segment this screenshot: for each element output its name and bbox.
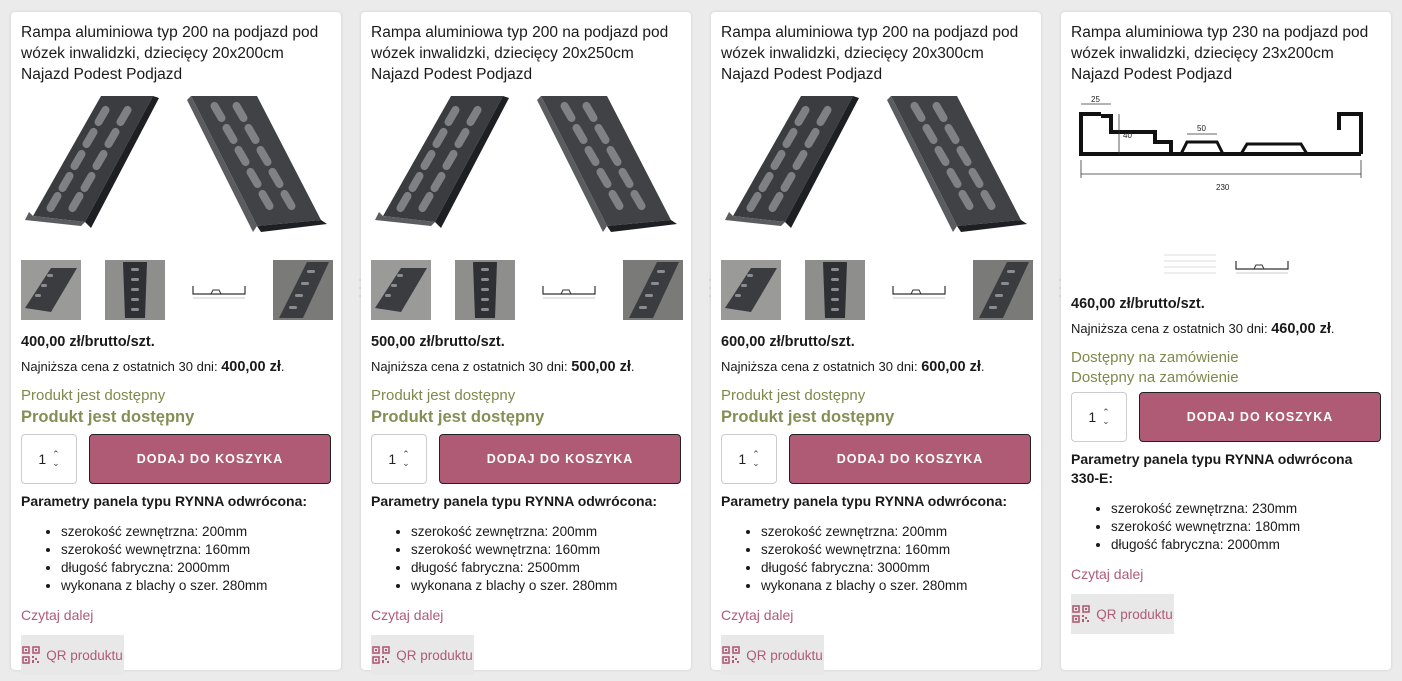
params-item: • długość fabryczna: 2000mm bbox=[61, 559, 331, 577]
params-item: • szerokość zewnętrzna: 200mm bbox=[61, 523, 331, 541]
add-to-cart-button[interactable]: DODAJ DO KOSZYKA bbox=[1139, 392, 1381, 442]
params-item: • długość fabryczna: 2500mm bbox=[411, 559, 681, 577]
thumbnail-strip bbox=[371, 258, 681, 322]
qr-label: QR produktu bbox=[396, 647, 473, 663]
thumbnail[interactable] bbox=[455, 260, 515, 320]
lowest-price-label: Najniższa cena z ostatnich 30 dni: bbox=[1071, 321, 1268, 336]
params-item: • wykonana z blachy o szer. 280mm bbox=[761, 577, 1031, 595]
lowest-price bbox=[721, 358, 1031, 376]
diagram-label: 40 bbox=[1123, 131, 1132, 140]
thumbnail[interactable] bbox=[371, 260, 431, 320]
thumbnail[interactable] bbox=[623, 260, 683, 320]
stepper-arrows-icon[interactable]: ⌃ ⌄ bbox=[52, 449, 60, 468]
product-card bbox=[711, 12, 1041, 670]
qr-icon bbox=[1072, 605, 1090, 623]
thumbnail[interactable] bbox=[805, 260, 865, 320]
product-title[interactable]: Rampa aluminiowa typ 200 na podjazd pod wózek inwalidzki, dziecięcy 20x200cm Najazd Podest Podjazd bbox=[21, 24, 319, 83]
quantity-stepper[interactable] bbox=[371, 434, 427, 484]
product-card bbox=[1061, 12, 1391, 670]
quantity-value: 1 bbox=[38, 451, 47, 467]
thumbnail-strip bbox=[21, 258, 331, 322]
params-item: • wykonana z blachy o szer. 280mm bbox=[61, 577, 331, 595]
price: 400,00 zł/brutto/szt. bbox=[21, 334, 155, 350]
params-title: Parametry panela typu RYNNA odwrócona: bbox=[721, 493, 1008, 509]
quantity-stepper[interactable] bbox=[21, 434, 77, 484]
qr-label: QR produktu bbox=[746, 647, 823, 663]
lowest-price-label: Najniższa cena z ostatnich 30 dni: bbox=[371, 359, 568, 374]
qr-product-button[interactable] bbox=[1071, 594, 1174, 634]
quantity-stepper[interactable] bbox=[721, 434, 777, 484]
quantity-value: 1 bbox=[388, 451, 397, 467]
lowest-price-value: 600,00 zł bbox=[921, 359, 981, 375]
product-title[interactable]: Rampa aluminiowa typ 200 na podjazd pod wózek inwalidzki, dziecięcy 20x300cm Najazd Podest Podjazd bbox=[721, 24, 1019, 83]
lowest-price-suffix: . bbox=[1330, 321, 1335, 336]
params-list bbox=[721, 523, 1031, 595]
stepper-arrows-icon[interactable]: ⌃ ⌄ bbox=[752, 449, 760, 468]
read-more-link[interactable]: Czytaj dalej bbox=[21, 607, 94, 623]
params-item: • szerokość zewnętrzna: 200mm bbox=[411, 523, 681, 541]
params-list bbox=[1071, 500, 1381, 554]
qr-label: QR produktu bbox=[46, 647, 123, 663]
product-title[interactable]: Rampa aluminiowa typ 200 na podjazd pod wózek inwalidzki, dziecięcy 20x250cm Najazd Podest Podjazd bbox=[371, 24, 669, 83]
params-item: • szerokość zewnętrzna: 200mm bbox=[761, 523, 1031, 541]
add-to-cart-button[interactable]: DODAJ DO KOSZYKA bbox=[89, 434, 331, 484]
read-more-link[interactable]: Czytaj dalej bbox=[371, 607, 444, 623]
lowest-price bbox=[1071, 320, 1381, 338]
availability: Produkt jest dostępny bbox=[21, 387, 166, 404]
stepper-arrows-icon[interactable]: ⌃ ⌄ bbox=[1102, 407, 1110, 426]
product-image[interactable] bbox=[1071, 94, 1381, 244]
product-image[interactable] bbox=[371, 94, 681, 250]
quantity-stepper[interactable] bbox=[1071, 392, 1127, 442]
buy-row bbox=[1071, 392, 1381, 442]
add-to-cart-button[interactable]: DODAJ DO KOSZYKA bbox=[439, 434, 681, 484]
price: 600,00 zł/brutto/szt. bbox=[721, 334, 855, 350]
price: 460,00 zł/brutto/szt. bbox=[1071, 296, 1205, 312]
thumbnail[interactable] bbox=[189, 260, 249, 320]
diagram-label: 50 bbox=[1197, 124, 1206, 133]
product-image[interactable] bbox=[721, 94, 1031, 250]
read-more-link[interactable]: Czytaj dalej bbox=[1071, 566, 1144, 582]
qr-product-button[interactable] bbox=[721, 635, 824, 675]
buy-row bbox=[721, 434, 1031, 484]
lowest-price bbox=[371, 358, 681, 376]
params-item: • długość fabryczna: 3000mm bbox=[761, 559, 1031, 577]
params-title: Parametry panela typu RYNNA odwrócona: bbox=[21, 493, 308, 509]
thumbnail[interactable] bbox=[539, 260, 599, 320]
availability: Dostępny na zamówienie bbox=[1071, 349, 1239, 366]
diagram-label: 25 bbox=[1091, 95, 1100, 104]
product-card bbox=[361, 12, 691, 670]
availability-status: Produkt jest dostępny bbox=[371, 408, 545, 426]
params-item: • szerokość wewnętrzna: 160mm bbox=[411, 541, 681, 559]
params-item: • szerokość wewnętrzna: 160mm bbox=[61, 541, 331, 559]
params-item: • szerokość wewnętrzna: 160mm bbox=[761, 541, 1031, 559]
product-grid bbox=[11, 12, 1391, 670]
thumbnail-strip bbox=[1071, 244, 1381, 284]
params-list bbox=[21, 523, 331, 595]
qr-product-button[interactable] bbox=[21, 635, 124, 675]
lowest-price-label: Najniższa cena z ostatnich 30 dni: bbox=[721, 359, 918, 374]
availability-status: Produkt jest dostępny bbox=[721, 408, 895, 426]
thumbnail[interactable] bbox=[973, 260, 1033, 320]
thumbnail[interactable] bbox=[1232, 247, 1292, 281]
stepper-arrows-icon[interactable]: ⌃ ⌄ bbox=[402, 449, 410, 468]
availability-status: Produkt jest dostępny bbox=[21, 408, 195, 426]
params-title: Parametry panela typu RYNNA odwrócona: bbox=[371, 493, 658, 509]
thumbnail[interactable] bbox=[889, 260, 949, 320]
add-to-cart-button[interactable]: DODAJ DO KOSZYKA bbox=[789, 434, 1031, 484]
price: 500,00 zł/brutto/szt. bbox=[371, 334, 505, 350]
lowest-price-suffix: . bbox=[980, 359, 985, 374]
thumbnail[interactable] bbox=[273, 260, 333, 320]
qr-label: QR produktu bbox=[1096, 606, 1173, 622]
diagram-label: 230 bbox=[1216, 183, 1230, 192]
availability: Produkt jest dostępny bbox=[371, 387, 516, 404]
lowest-price-value: 500,00 zł bbox=[571, 359, 631, 375]
read-more-link[interactable]: Czytaj dalej bbox=[721, 607, 794, 623]
thumbnail[interactable] bbox=[21, 260, 81, 320]
thumbnail[interactable] bbox=[105, 260, 165, 320]
lowest-price-label: Najniższa cena z ostatnich 30 dni: bbox=[21, 359, 218, 374]
params-title: Parametry panela typu RYNNA odwrócona 330-E: bbox=[1071, 451, 1353, 486]
availability-status: Dostępny na zamówienie bbox=[1071, 369, 1239, 386]
qr-icon bbox=[722, 646, 740, 664]
quantity-value: 1 bbox=[738, 451, 747, 467]
lowest-price bbox=[21, 358, 331, 376]
thumbnail-strip bbox=[721, 258, 1031, 322]
lowest-price-suffix: . bbox=[630, 359, 635, 374]
availability: Produkt jest dostępny bbox=[721, 387, 866, 404]
lowest-price-value: 400,00 zł bbox=[221, 359, 281, 375]
thumbnail[interactable] bbox=[1160, 247, 1220, 281]
lowest-price-suffix: . bbox=[280, 359, 285, 374]
params-item: • długość fabryczna: 2000mm bbox=[1111, 536, 1381, 554]
buy-row bbox=[21, 434, 331, 484]
product-image[interactable] bbox=[21, 94, 331, 250]
params-list bbox=[371, 523, 681, 595]
product-title[interactable]: Rampa aluminiowa typ 230 na podjazd pod wózek inwalidzki, dziecięcy 23x200cm Najazd Podest Podjazd bbox=[1071, 24, 1369, 83]
params-item: • szerokość wewnętrzna: 180mm bbox=[1111, 518, 1381, 536]
quantity-value: 1 bbox=[1088, 409, 1097, 425]
lowest-price-value: 460,00 zł bbox=[1271, 321, 1331, 337]
buy-row bbox=[371, 434, 681, 484]
product-card bbox=[11, 12, 341, 670]
params-item: • szerokość zewnętrzna: 230mm bbox=[1111, 500, 1381, 518]
thumbnail[interactable] bbox=[721, 260, 781, 320]
qr-icon bbox=[372, 646, 390, 664]
qr-product-button[interactable] bbox=[371, 635, 474, 675]
qr-icon bbox=[22, 646, 40, 664]
params-item: • wykonana z blachy o szer. 280mm bbox=[411, 577, 681, 595]
